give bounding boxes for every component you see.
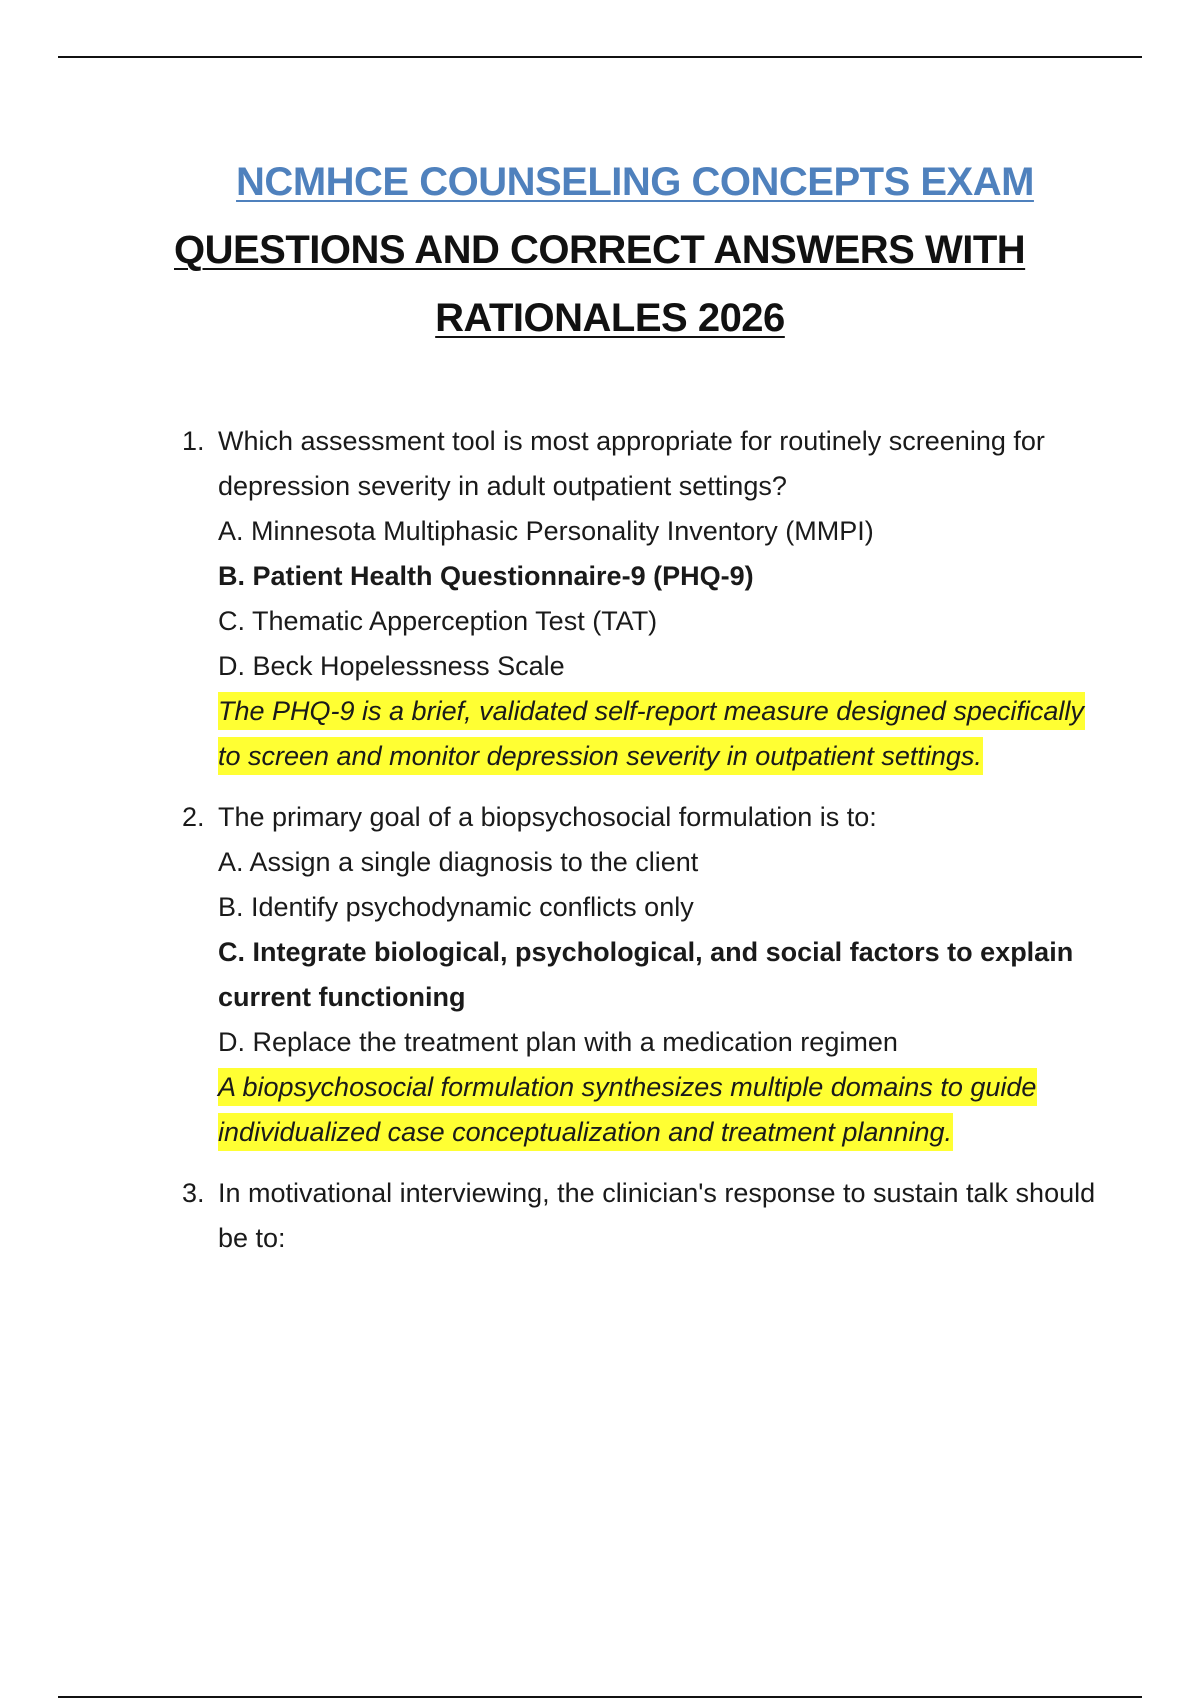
question-stem: Which assessment tool is most appropriate for routinely screening for depression severity in adult outpatient settings? xyxy=(218,426,1045,501)
option-b-correct: B. Patient Health Questionnaire-9 (PHQ-9) xyxy=(218,561,754,591)
question-number: 3. xyxy=(182,1178,205,1208)
title-line-2: QUESTIONS AND CORRECT ANSWERS WITH xyxy=(174,228,1026,272)
option-b: B. Identify psychodynamic conflicts only xyxy=(218,892,694,922)
option-d: D. Beck Hopelessness Scale xyxy=(218,651,565,681)
document-title xyxy=(60,148,1160,352)
rationale-text: A biopsychosocial formulation synthesizes multiple domains to guide individualized case conceptualization and treatment planning. xyxy=(218,1068,1037,1151)
option-c: C. Thematic Apperception Test (TAT) xyxy=(218,606,658,636)
question-3 xyxy=(178,1171,1108,1261)
option-d: D. Replace the treatment plan with a medication regimen xyxy=(218,1027,898,1057)
title-line-3: RATIONALES 2026 xyxy=(435,296,785,340)
question-number: 2. xyxy=(182,802,205,832)
question-number: 1. xyxy=(182,426,205,456)
question-stem: In motivational interviewing, the clinician's response to sustain talk should be to: xyxy=(218,1178,1096,1253)
rationale-text: The PHQ-9 is a brief, validated self-report measure designed specifically to screen and monitor depression severity in outpatient settings. xyxy=(218,692,1085,775)
header-rule xyxy=(58,56,1142,58)
answer-options xyxy=(218,840,1108,1065)
option-c-correct: C. Integrate biological, psychological, and social factors to explain current functioning xyxy=(218,937,1074,1012)
question-2 xyxy=(178,795,1108,1155)
title-line-1: NCMHCE COUNSELING CONCEPTS EXAM xyxy=(236,160,1034,204)
footer-rule xyxy=(58,1696,1142,1698)
question-list xyxy=(178,419,1108,1277)
question-1 xyxy=(178,419,1108,779)
question-stem: The primary goal of a biopsychosocial formulation is to: xyxy=(218,802,877,832)
answer-options xyxy=(218,509,1108,689)
rationale xyxy=(218,689,1108,779)
option-a: A. Assign a single diagnosis to the client xyxy=(218,847,699,877)
rationale xyxy=(218,1065,1108,1155)
option-a: A. Minnesota Multiphasic Personality Inventory (MMPI) xyxy=(218,516,874,546)
